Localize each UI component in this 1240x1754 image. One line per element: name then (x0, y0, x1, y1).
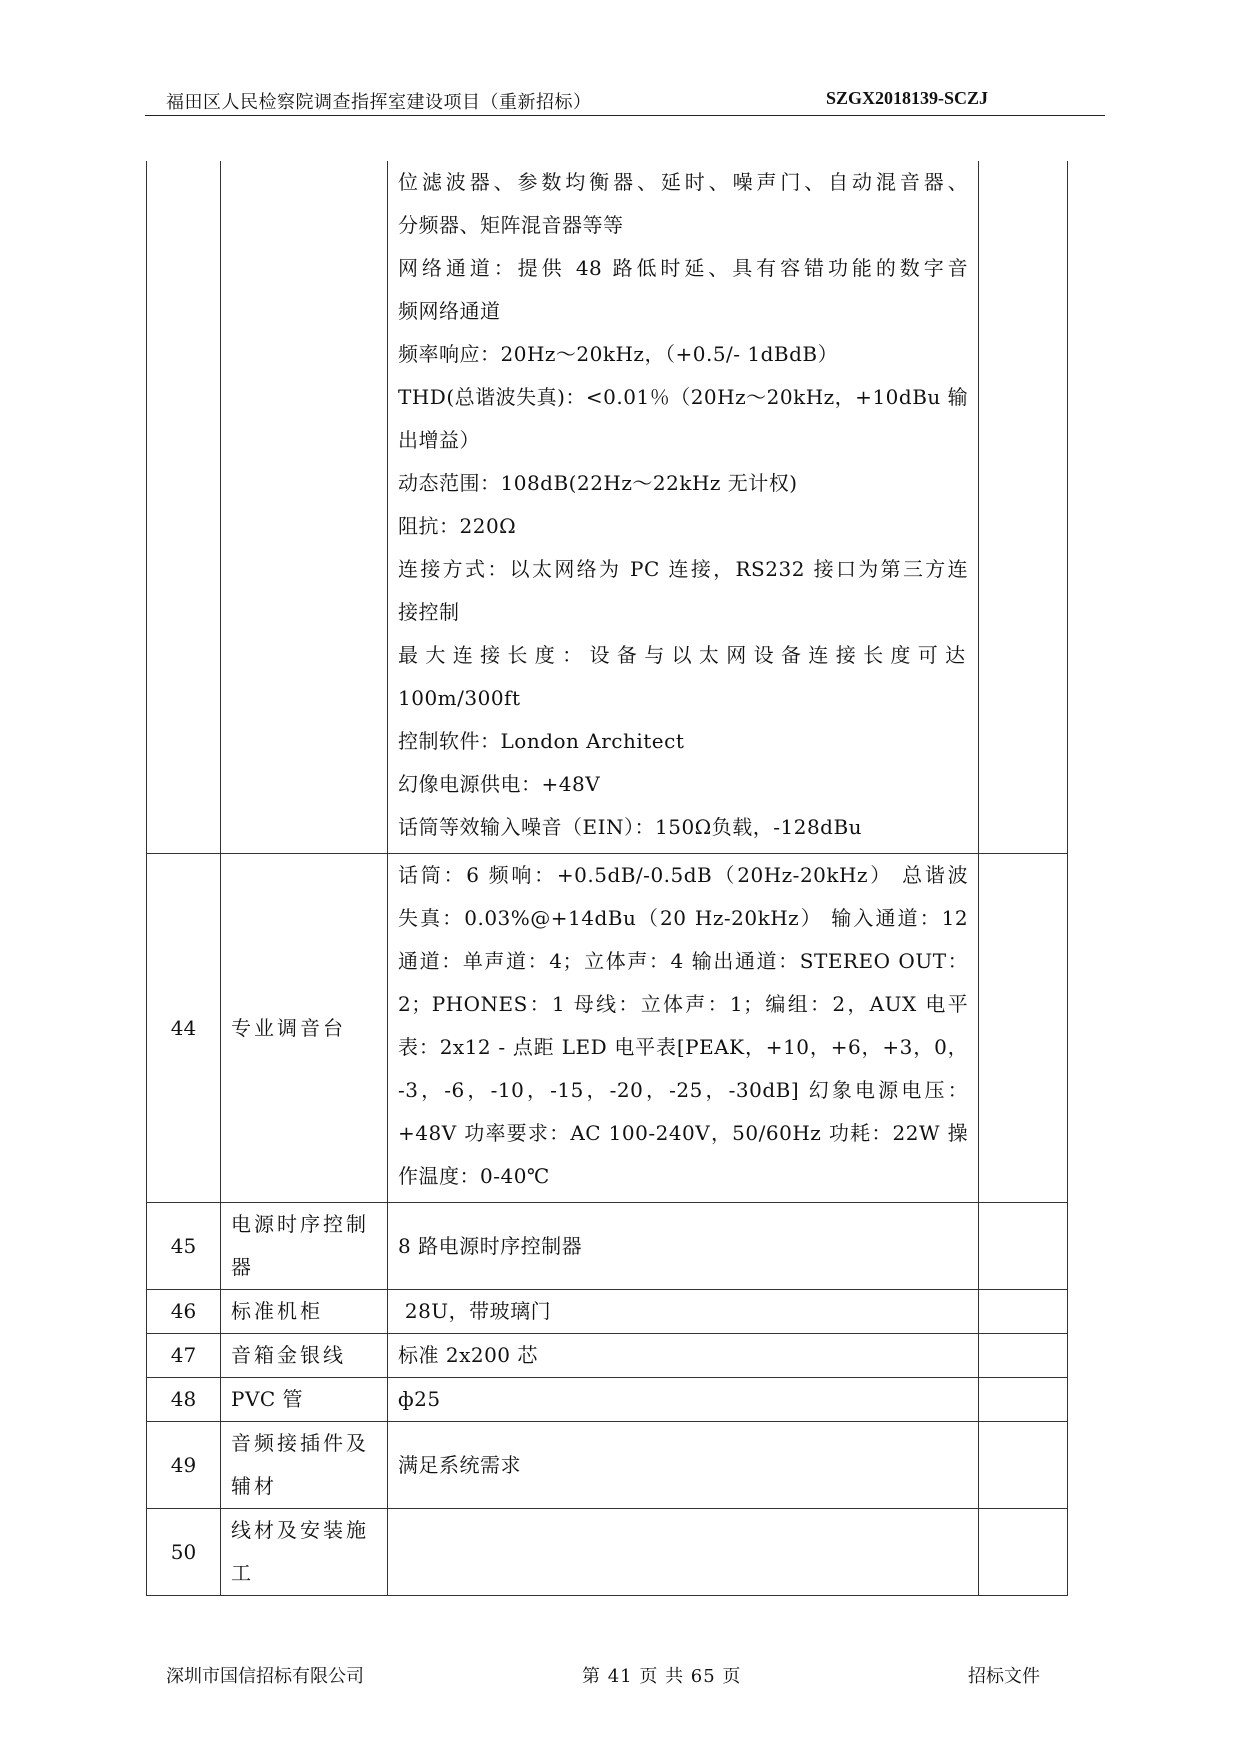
spec-line: 2；PHONES：1 母线：立体声：1；编组：2，AUX 电平 (398, 992, 969, 1016)
spec-line: 作温度：0-40℃ (398, 1164, 550, 1188)
row-remark (979, 1203, 1068, 1290)
row-name: 音箱金银线 (221, 1334, 388, 1378)
table-row (147, 1290, 1068, 1334)
spec-line: 网络通道：提供 48 路低时延、具有容错功能的数字音 (398, 256, 969, 280)
spec-line: 频网络通道 (398, 299, 501, 323)
table-row (147, 1422, 1068, 1509)
footer-doc-type: 招标文件 (968, 1666, 1040, 1687)
row-remark (979, 1378, 1068, 1422)
table-row (147, 1203, 1068, 1290)
row-number: 44 (147, 854, 221, 1203)
row-number: 50 (147, 1509, 221, 1596)
row-remark (979, 161, 1068, 854)
spec-line: 表：2x12 - 点距 LED 电平表[PEAK，+10，+6，+3，0， (398, 1035, 969, 1059)
row-spec (388, 854, 979, 1203)
row-remark (979, 1334, 1068, 1378)
footer-page-number: 第 41 页 共 65 页 (582, 1666, 742, 1687)
footer-company: 深圳市国信招标有限公司 (166, 1666, 364, 1687)
row-name (221, 161, 388, 854)
spec-line: 动态范围：108dB(22Hz～22kHz 无计权) (398, 471, 798, 495)
spec-line: 接控制 (398, 600, 460, 624)
table-row (147, 1509, 1068, 1596)
row-remark (979, 1422, 1068, 1509)
row-name: PVC 管 (221, 1378, 388, 1422)
spec-line: -3，-6，-10，-15，-20，-25，-30dB] 幻象电源电压： (398, 1078, 969, 1102)
row-number: 48 (147, 1378, 221, 1422)
spec-table (146, 161, 1068, 1596)
spec-line: 幻像电源供电：+48V (398, 772, 601, 796)
header-divider (145, 115, 1105, 116)
row-remark (979, 1509, 1068, 1596)
row-name: 音频接插件及辅材 (221, 1422, 388, 1509)
row-spec (388, 1509, 979, 1596)
spec-line: 8 路电源时序控制器 (398, 1233, 583, 1258)
row-number: 49 (147, 1422, 221, 1509)
spec-line: 控制软件：London Architect (398, 729, 685, 753)
row-spec (388, 1422, 979, 1509)
spec-line: THD(总谐波失真)：<0.01％（20Hz～20kHz，+10dBu 输 (398, 385, 969, 409)
spec-line: ф25 (398, 1387, 441, 1411)
spec-line: 阻抗：220Ω (398, 514, 517, 538)
spec-line: 话筒：6 频响：+0.5dB/-0.5dB（20Hz-20kHz） 总谐波 (398, 863, 969, 887)
row-spec (388, 1334, 979, 1378)
table-row (147, 161, 1068, 854)
spec-line: 分频器、矩阵混音器等等 (398, 213, 624, 237)
spec-line: 频率响应：20Hz～20kHz，（+0.5/- 1dBdB） (398, 342, 839, 366)
row-name: 标准机柜 (221, 1290, 388, 1334)
row-number: 47 (147, 1334, 221, 1378)
row-remark (979, 1290, 1068, 1334)
spec-line: 最大连接长度：设备与以太网设备连接长度可达 (398, 643, 969, 667)
spec-line: 标准 2x200 芯 (398, 1343, 538, 1367)
row-spec (388, 161, 979, 854)
row-name: 线材及安装施工 (221, 1509, 388, 1596)
header-doc-code: SZGX2018139-SCZJ (826, 88, 989, 108)
row-name: 专业调音台 (221, 854, 388, 1203)
spec-line: 100m/300ft (398, 686, 521, 710)
spec-line: 满足系统需求 (398, 1452, 521, 1477)
table-row (147, 854, 1068, 1203)
row-remark (979, 854, 1068, 1203)
row-number: 45 (147, 1203, 221, 1290)
row-number: 46 (147, 1290, 221, 1334)
row-spec (388, 1290, 979, 1334)
row-spec (388, 1203, 979, 1290)
spec-line: 出增益） (398, 428, 480, 452)
row-number (147, 161, 221, 854)
table-row (147, 1334, 1068, 1378)
header-title: 福田区人民检察院调查指挥室建设项目（重新招标） (166, 92, 592, 113)
row-name: 电源时序控制器 (221, 1203, 388, 1290)
spec-line: 失真：0.03%@+14dBu（20 Hz-20kHz） 输入通道：12 (398, 906, 969, 930)
spec-line: 通道：单声道：4；立体声：4 输出通道：STEREO OUT： (398, 949, 969, 973)
spec-line: +48V 功率要求：AC 100-240V，50/60Hz 功耗：22W 操 (398, 1121, 969, 1145)
row-spec (388, 1378, 979, 1422)
spec-line: 28U，带玻璃门 (398, 1299, 552, 1323)
spec-line: 连接方式：以太网络为 PC 连接，RS232 接口为第三方连 (398, 557, 969, 581)
spec-line: 话筒等效输入噪音（EIN）：150Ω负载，-128dBu (398, 815, 863, 839)
table-row (147, 1378, 1068, 1422)
spec-line: 位滤波器、参数均衡器、延时、噪声门、自动混音器、 (398, 170, 969, 194)
